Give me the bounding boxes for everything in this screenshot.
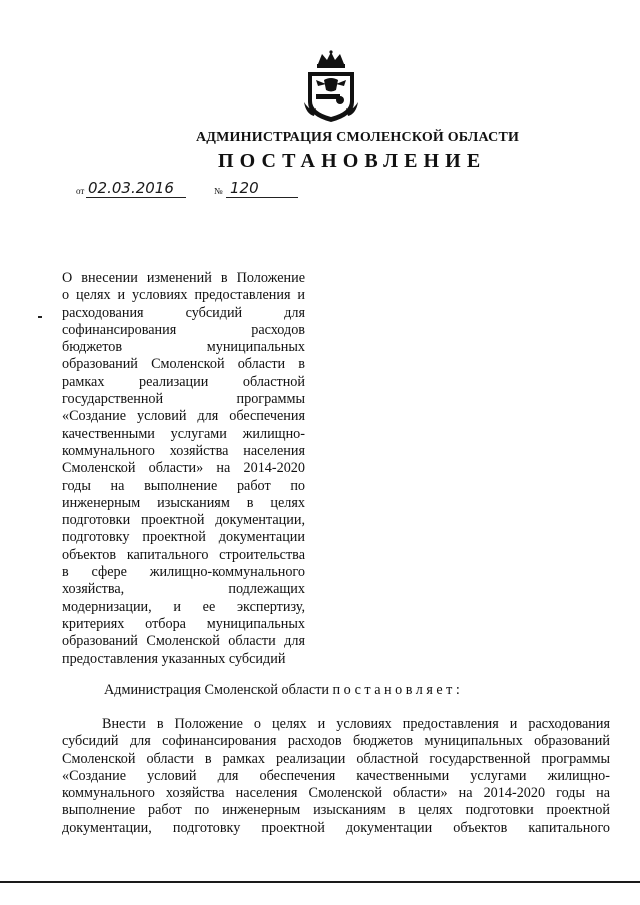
title-line: государственной программы: [62, 391, 305, 408]
title-line: предоставления указанных субсидий: [62, 650, 286, 667]
decree-statement: [104, 682, 463, 699]
title-line: рамках реализации областной: [62, 373, 305, 390]
page-bottom-rule: [0, 881, 640, 883]
body-line: документации, подготовку проектной документации объектов капитального: [62, 819, 610, 836]
document-title: [62, 270, 305, 668]
body-line: «Создание условий для обеспечения качественными услугами жилищно-: [62, 767, 610, 784]
title-line: модернизации, и ее экспертизу,: [62, 598, 305, 615]
date-underline: [86, 197, 186, 198]
title-line: инженерным изысканиям в целях: [62, 494, 305, 511]
title-line: в сфере жилищно-коммунального: [62, 564, 305, 581]
title-line: расходования субсидий для: [62, 304, 305, 321]
smolensk-coat-of-arms-icon: [302, 50, 360, 126]
body-line: Внести в Положение о целях и условиях предоставления и расходования: [102, 716, 610, 732]
title-line: критериях отбора муниципальных: [62, 615, 305, 632]
document-type: ПОСТАНОВЛЕНИЕ: [218, 150, 487, 172]
document-meta: [76, 178, 306, 198]
date-label: от: [76, 186, 85, 196]
title-line: образований Смоленской области для: [62, 633, 305, 650]
organization-name: АДМИНИСТРАЦИЯ СМОЛЕНСКОЙ ОБЛАСТИ: [196, 130, 520, 145]
title-line: О внесении изменений в Положение: [62, 270, 305, 286]
number-underline: [226, 197, 298, 198]
title-line: подготовки проектной документации,: [62, 512, 305, 529]
body-line: выполнение работ по инженерным изысканиям в целях подготовки проектной: [62, 802, 610, 819]
margin-mark: [38, 316, 42, 318]
number-label: №: [214, 186, 223, 196]
body-line: субсидий для софинансирования расходов бюджетов муниципальных образований: [62, 733, 610, 750]
title-line: о целях и условиях предоставления и: [62, 287, 305, 304]
title-line: хозяйства, подлежащих: [62, 581, 305, 598]
decree-subject: Администрация Смоленской области: [104, 682, 329, 698]
date-value: 02.03.2016: [88, 179, 174, 197]
title-line: «Создание условий для обеспечения: [62, 408, 305, 425]
title-line: годы на выполнение работ по: [62, 477, 305, 494]
body-paragraph: [62, 716, 610, 837]
title-line: качественными услугами жилищно-: [62, 425, 305, 442]
title-line: коммунального хозяйства населения: [62, 442, 305, 459]
title-line: софинансирования расходов: [62, 321, 305, 338]
title-line: подготовку проектной документации: [62, 529, 305, 546]
body-line: коммунального хозяйства населения Смоленской области» на 2014-2020 годы на: [62, 785, 610, 802]
title-line: образований Смоленской области в: [62, 356, 305, 373]
title-line: Смоленской области» на 2014-2020: [62, 460, 305, 477]
title-line: бюджетов муниципальных: [62, 339, 305, 356]
body-line: Смоленской области в рамках реализации областной государственной программы: [62, 750, 610, 767]
title-line: объектов капитального строительства: [62, 546, 305, 563]
number-value: 120: [230, 179, 259, 197]
decree-verb: постановляет:: [332, 682, 464, 698]
